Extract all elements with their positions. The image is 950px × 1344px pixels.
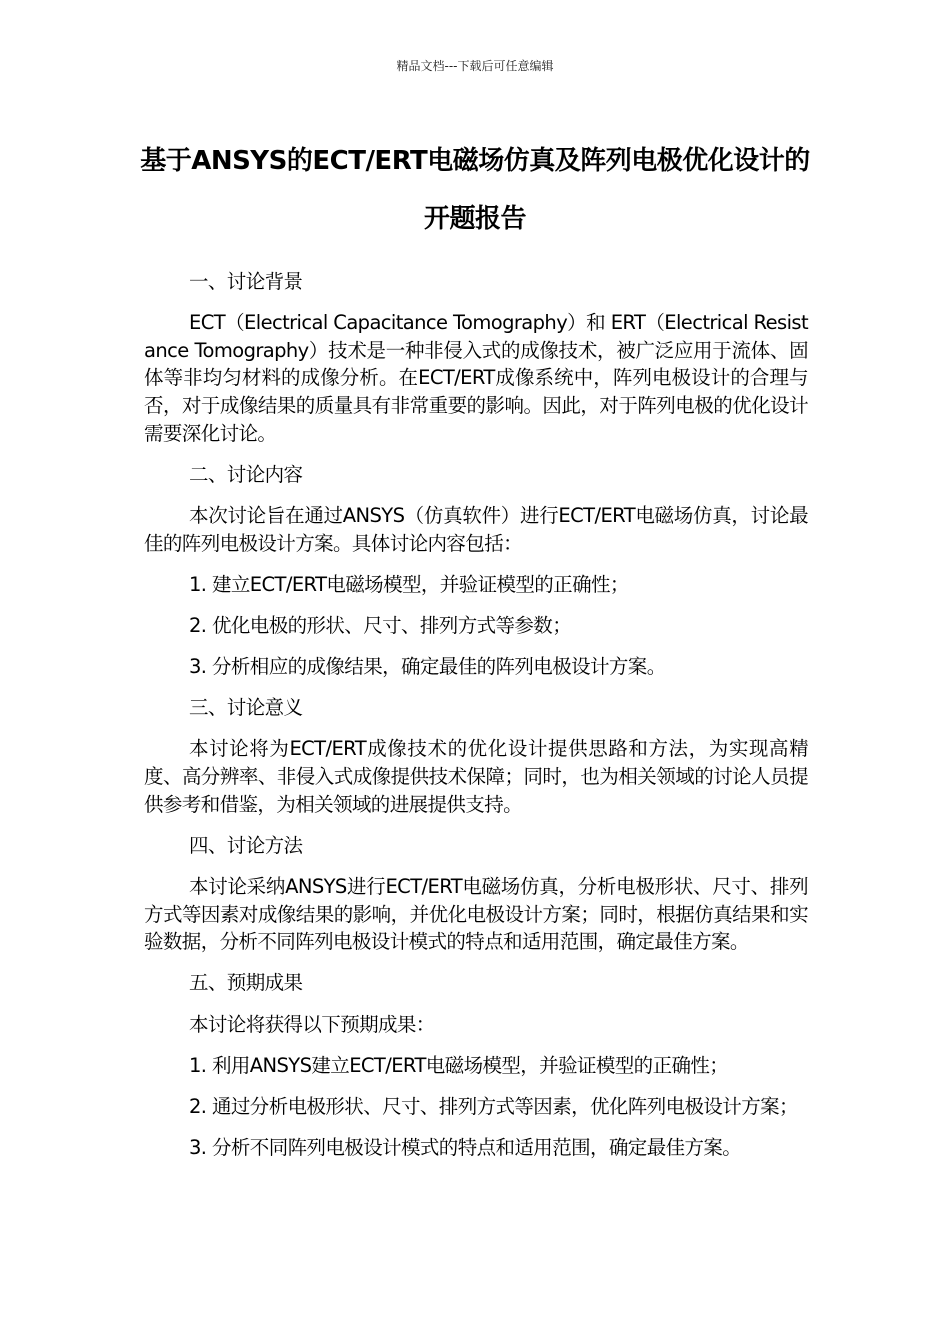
section-heading-significance: 三、讨论意义 [189, 696, 303, 720]
background-paragraph: ECT（Electrical Capacitance Tomography）和 ERT（Electrical Resistance Tomography）技术是一种非侵入式的成像技术，被广泛应用于流体、固体等非均匀材料的成像分析。在ECT/ERT成像系统中，阵列电极设计的合理与否，对于成像结果的质量具有非常重要的影响。因此，对于阵列电极的优化设计需要深化讨论。 [144, 311, 808, 445]
outcomes-paragraph: 本讨论将获得以下预期成果： [189, 1012, 435, 1036]
section-heading-content: 二、讨论内容 [189, 462, 303, 486]
section-heading-outcomes: 五、预期成果 [189, 971, 303, 995]
content-list-item-1: 1. 建立ECT/ERT电磁场模型，并验证模型的正确性； [189, 572, 629, 596]
outcomes-list-item-3: 3. 分析不同阵列电极设计模式的特点和适用范围，确定最佳方案。 [189, 1136, 742, 1160]
header-note: 精品文档---下载后可任意编辑 [396, 59, 554, 73]
content-list-item-2: 2. 优化电极的形状、尺寸、排列方式等参数； [189, 613, 572, 637]
document-body [144, 268, 808, 1175]
content-paragraph: 本次讨论旨在通过ANSYS（仿真软件）进行ECT/ERT电磁场仿真，讨论最佳的阵列电极设计方案。具体讨论内容包括： [144, 503, 808, 555]
significance-paragraph: 本讨论将为ECT/ERT成像技术的优化设计提供思路和方法，为实现高精度、高分辨率、非侵入式成像提供技术保障；同时，也为相关领域的讨论人员提供参考和借鉴，为相关领域的进展提供支持。 [144, 737, 808, 816]
section-heading-background: 一、讨论背景 [189, 270, 303, 293]
outcomes-list-item-1: 1. 利用ANSYS建立ECT/ERT电磁场模型，并验证模型的正确性； [189, 1053, 729, 1077]
outcomes-list-item-2: 2. 通过分析电极形状、尺寸、排列方式等因素，优化阵列电极设计方案； [189, 1094, 798, 1118]
section-heading-method: 四、讨论方法 [189, 833, 303, 857]
document-title: 基于ANSYS的ECT/ERT电磁场仿真及阵列电极优化设计的开题报告 [140, 146, 810, 234]
method-paragraph: 本讨论采纳ANSYS进行ECT/ERT电磁场仿真，分析电极形状、尺寸、排列方式等因素对成像结果的影响，并优化电极设计方案；同时，根据仿真结果和实验数据，分析不同阵列电极设计模式的特点和适用范围，确定最佳方案。 [144, 875, 808, 954]
content-list-item-3: 3. 分析相应的成像结果，确定最佳的阵列电极设计方案。 [189, 655, 666, 679]
